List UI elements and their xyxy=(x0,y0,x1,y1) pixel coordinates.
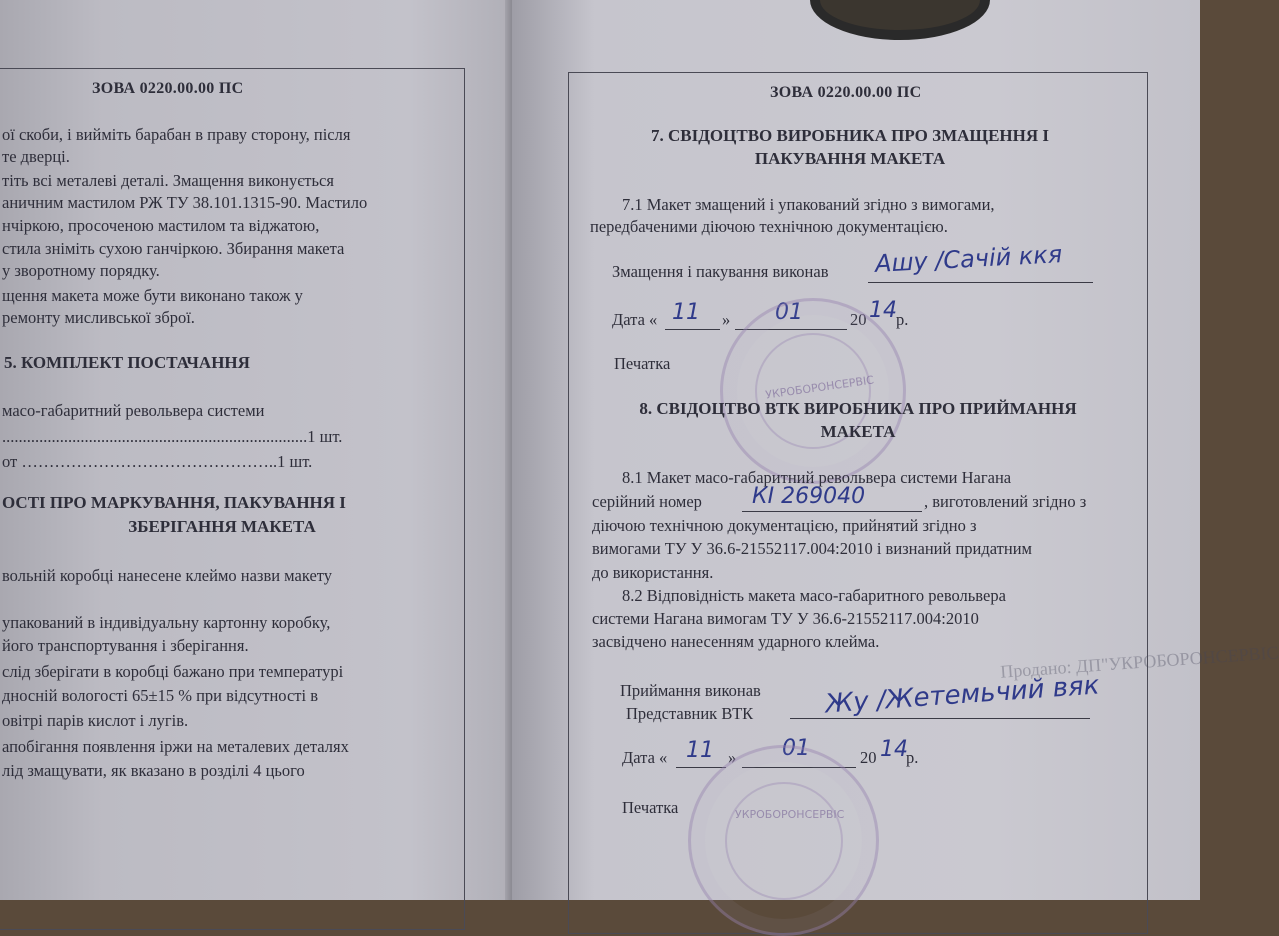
p81-line5: до використання. xyxy=(592,563,714,582)
date2-month: 01 xyxy=(782,736,810,761)
serial-number: КІ 269040 xyxy=(752,484,866,509)
section6-line: вольній коробці нанесене клеймо назви макету xyxy=(2,566,333,585)
date-prefix: Дата « xyxy=(612,310,658,329)
p71-line2: передбаченими діючою технічною документацією. xyxy=(590,217,948,236)
date-year-prefix: 20 xyxy=(850,310,867,329)
section6-line: його транспортування і зберігання. xyxy=(2,636,249,655)
date2-mid: » xyxy=(728,748,737,767)
serial-number-line xyxy=(742,511,922,512)
section6-title-line2: ЗБЕРІГАННЯ МАКЕТА xyxy=(128,517,316,536)
section6-line: овітрі парів кислот і лугів. xyxy=(2,711,189,730)
left-page-header: ЗОВА 0220.00.00 ПС xyxy=(92,80,244,97)
date-mid: » xyxy=(722,310,731,329)
p81-line1: 8.1 Макет масо-габаритний револьвера системи Нагана xyxy=(622,468,1012,487)
left-text-line: те дверці. xyxy=(2,147,70,166)
set-line: масо-габаритний револьвера системи xyxy=(2,401,265,420)
right-page-header: ЗОВА 0220.00.00 ПС xyxy=(770,84,922,101)
date-day: 11 xyxy=(672,300,700,325)
stamp2-label: Печатка xyxy=(622,798,679,817)
official-stamp-2 xyxy=(688,745,879,936)
p81-line3: діючою технічною документацією, прийнятий згідно з xyxy=(592,516,977,535)
section6-line: лід змащувати, як вказано в розділі 4 цього xyxy=(2,761,305,780)
set-line: ..........................................................................1 шт. xyxy=(2,427,343,446)
date2-suffix: р. xyxy=(906,748,919,767)
date-suffix: р. xyxy=(896,310,909,329)
date2-day: 11 xyxy=(686,738,714,763)
date2-day-line xyxy=(676,767,726,768)
section6-line: упакований в індивідуальну картонну коробку, xyxy=(2,613,331,632)
section6-line: слід зберігати в коробці бажано при температурі xyxy=(2,662,344,681)
acceptance-label: Приймання виконав xyxy=(620,681,761,700)
stamp-label: Печатка xyxy=(614,354,671,373)
left-text-line: стила зніміть сухою ганчіркою. Збирання макета xyxy=(2,239,345,258)
p81-serial-prefix: серійний номер xyxy=(592,492,702,511)
left-text-line: у зворотному порядку. xyxy=(2,261,160,280)
set-line: от ………………………………………..1 шт. xyxy=(2,452,313,471)
left-text-line: ої скоби, і вийміть барабан в праву сторону, після xyxy=(2,125,351,144)
date2-prefix: Дата « xyxy=(622,748,668,767)
date-day-line xyxy=(665,329,720,330)
section5-title: 5. КОМПЛЕКТ ПОСТАЧАННЯ xyxy=(4,353,250,372)
section7-title-line1: 7. СВІДОЦТВО ВИРОБНИКА ПРО ЗМАЩЕННЯ І xyxy=(650,126,1049,145)
p71-line1: 7.1 Макет змащений і упакований згідно з вимогами, xyxy=(622,195,995,214)
official-stamp xyxy=(720,298,909,484)
section8-title-line2: МАКЕТА xyxy=(820,422,896,441)
section6-line: дносній вологості 65±15 % при відсутності в xyxy=(2,686,318,705)
p81-serial-suffix: , виготовлений згідно з xyxy=(924,492,1087,511)
p82-line3: засвідчено нанесенням ударного клейма. xyxy=(592,632,880,651)
date-year: 14 xyxy=(869,298,897,323)
section6-line: апобігання появлення іржи на металевих деталях xyxy=(2,737,349,756)
section6-title-line1: ОСТІ ПРО МАРКУВАННЯ, ПАКУВАННЯ І xyxy=(2,493,346,512)
date2-year: 14 xyxy=(880,737,908,762)
left-text-line: нчіркою, просоченою мастилом та віджатою, xyxy=(2,216,320,235)
ghost-stamp-text: Продано: ДП"УКРОБОРОНСЕРВІС xyxy=(999,642,1279,682)
p81-line4: вимогами ТУ У 36.6-21552117.004:2010 і визнаний придатним xyxy=(592,539,1032,558)
packing-signature-line xyxy=(868,282,1093,283)
left-text-line: ремонту мисливської зброї. xyxy=(2,308,195,327)
packing-label: Змащення і пакування виконав xyxy=(612,262,829,281)
p82-line1: 8.2 Відповідність макета масо-габаритного револьвера xyxy=(622,586,1006,605)
section8-title-line1: 8. СВІДОЦТВО ВТК ВИРОБНИКА ПРО ПРИЙМАННЯ xyxy=(639,399,1077,418)
left-page xyxy=(0,0,512,900)
stamp-text: УКРОБОРОНСЕРВІС xyxy=(764,373,875,402)
p82-line2: системи Нагана вимогам ТУ У 36.6-21552117.004:2010 xyxy=(592,609,979,628)
date-month: 01 xyxy=(775,300,803,325)
stamp2-text: УКРОБОРОНСЕРВІС xyxy=(735,808,845,821)
left-text-line: аничним мастилом РЖ ТУ 38.101.1315-90. Мастило xyxy=(2,193,368,212)
otk-label: Представник ВТК xyxy=(626,704,754,723)
section7-title-line2: ПАКУВАННЯ МАКЕТА xyxy=(754,149,946,168)
left-text-line: щення макета може бути виконано також у xyxy=(2,286,303,305)
date2-year-prefix: 20 xyxy=(860,748,877,767)
left-text-line: тіть всі металеві деталі. Змащення виконується xyxy=(2,171,334,190)
packing-signature: Ашу /Сачій ккя xyxy=(874,240,1063,278)
otk-signature: Жу /Жетемьчий вяк xyxy=(824,670,1101,720)
